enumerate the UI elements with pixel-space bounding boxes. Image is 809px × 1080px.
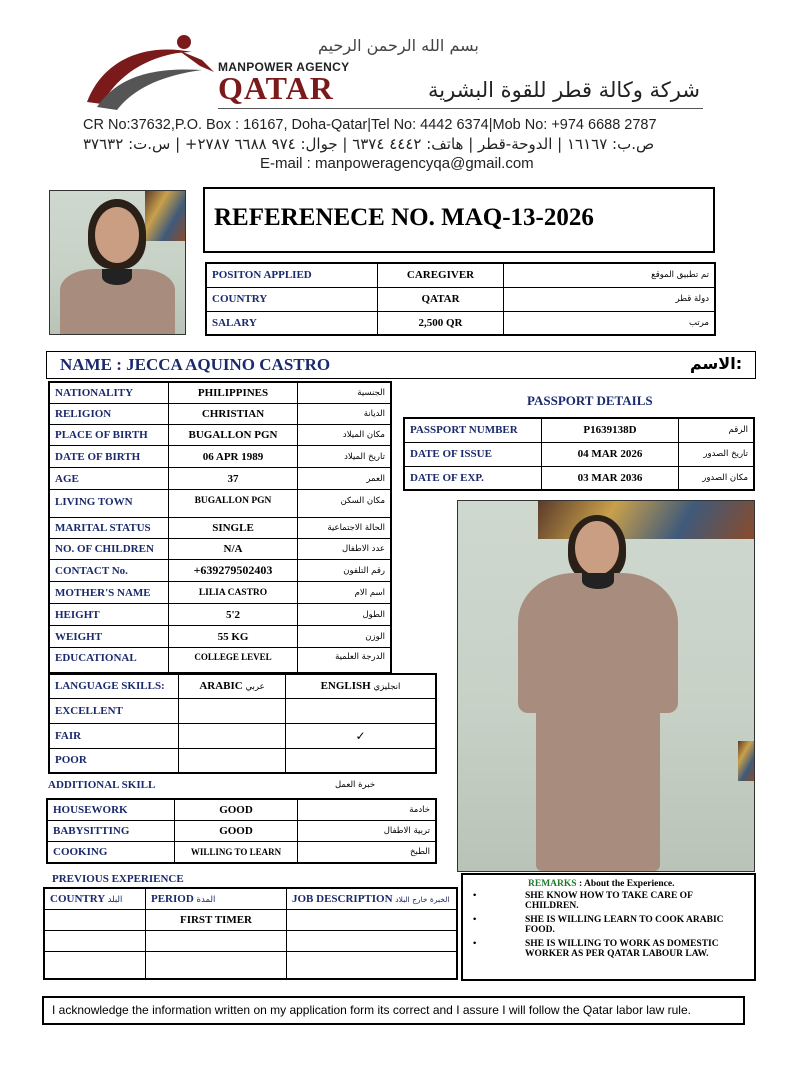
table-row	[49, 446, 391, 468]
cooking-label: COOKING	[47, 842, 175, 864]
email-line: E-mail : manpoweragencyqa@gmail.com	[260, 155, 534, 172]
country-value: QATAR	[378, 287, 504, 311]
excellent-arabic-mark	[179, 698, 286, 723]
date-of-birth-arabic: تاريخ الميلاد	[298, 446, 392, 468]
table-row	[44, 910, 457, 931]
list-item: • SHE IS WILLING TO WORK AS DOMESTIC WORKER AS PER QATAR LABOUR LAW.	[470, 939, 740, 959]
nationality-value: PHILIPPINES	[169, 382, 298, 404]
weight-arabic: الوزن	[298, 626, 392, 648]
mother-name-value: LILIA CASTRO	[169, 582, 298, 604]
language-skills-table	[48, 673, 437, 774]
weight-label: WEIGHT	[49, 626, 169, 648]
additional-skill-arabic: خبرة العمل	[335, 780, 376, 790]
fair-label: FAIR	[49, 723, 179, 748]
table-row	[47, 799, 436, 821]
table-row	[49, 604, 391, 626]
age-value: 37	[169, 468, 298, 490]
date-of-birth-value: 06 APR 1989	[169, 446, 298, 468]
table-row	[47, 842, 436, 864]
remarks-list	[470, 891, 740, 963]
fair-arabic-mark	[179, 723, 286, 748]
nationality-label: NATIONALITY	[49, 382, 169, 404]
living-town-value: BUGALLON PGN	[169, 490, 298, 518]
period-column-label: PERIOD	[151, 893, 194, 905]
height-label: HEIGHT	[49, 604, 169, 626]
table-row	[49, 518, 391, 539]
agency-name-small: MANPOWER AGENCY	[218, 60, 350, 74]
religion-arabic: الديانة	[298, 404, 392, 425]
education-value: COLLEGE LEVEL	[169, 648, 298, 674]
bismillah-text: بسم الله الرحمن الرحيم	[318, 36, 479, 55]
language-header-label: LANGUAGE SKILLS:	[49, 674, 179, 698]
issue-date-arabic: تاريخ الصدور	[679, 442, 755, 466]
table-row	[44, 888, 457, 910]
cooking-arabic: الطبخ	[298, 842, 437, 864]
applicant-name-arabic: الاسم:	[690, 354, 743, 373]
age-label: AGE	[49, 468, 169, 490]
country-column-arabic: البلد	[107, 895, 123, 905]
marital-status-label: MARITAL STATUS	[49, 518, 169, 539]
exp-job-cell	[287, 910, 458, 931]
housework-label: HOUSEWORK	[47, 799, 175, 821]
salary-value: 2,500 QR	[378, 311, 504, 335]
contact-value: +639279502403	[169, 560, 298, 582]
contact-label: CONTACT No.	[49, 560, 169, 582]
list-item: • SHE IS WILLING LEARN TO COOK ARABIC FOOD.	[470, 915, 740, 935]
header-divider	[218, 108, 703, 109]
country-column-label: COUNTRY	[50, 893, 105, 905]
issue-date-label: DATE OF ISSUE	[404, 442, 542, 466]
table-row	[206, 287, 715, 311]
passport-number-label: PASSPORT NUMBER	[404, 418, 542, 442]
exp-country-cell	[44, 910, 146, 931]
arabic-column-arabic: عربي	[245, 682, 265, 693]
english-column-label: ENGLISH	[320, 680, 371, 693]
applicant-photo-small	[49, 190, 186, 335]
country-arabic: دولة قطر	[504, 287, 716, 311]
applicant-photo-full	[457, 500, 755, 872]
table-row	[49, 582, 391, 604]
table-row	[206, 263, 715, 287]
babysitting-label: BABYSITTING	[47, 821, 175, 842]
nationality-arabic: الجنسية	[298, 382, 392, 404]
additional-skill-title: ADDITIONAL SKILL	[48, 779, 156, 791]
position-value: CAREGIVER	[378, 263, 504, 287]
living-town-label: LIVING TOWN	[49, 490, 169, 518]
previous-experience-table	[43, 887, 458, 980]
remarks-subtitle: : About the Experience.	[578, 879, 675, 889]
table-row	[49, 404, 391, 425]
height-value: 5'2	[169, 604, 298, 626]
table-row	[49, 648, 391, 674]
salary-label: SALARY	[206, 311, 378, 335]
arabic-column-label: ARABIC	[199, 680, 243, 693]
passport-title: PASSPORT DETAILS	[527, 393, 653, 408]
position-label: POSITON APPLIED	[206, 263, 378, 287]
table-row	[206, 311, 715, 335]
previous-experience-title: PREVIOUS EXPERIENCE	[52, 873, 184, 885]
weight-value: 55 KG	[169, 626, 298, 648]
first-timer-cell: FIRST TIMER	[146, 910, 287, 931]
table-row	[49, 539, 391, 560]
expiry-date-value: 03 MAR 2036	[542, 466, 679, 490]
checkmark-icon: ✓	[286, 723, 437, 748]
age-arabic: العمر	[298, 468, 392, 490]
babysitting-arabic: تربية الاطفال	[298, 821, 437, 842]
period-column-arabic: المدة	[196, 895, 216, 905]
remarks-label: REMARKS	[528, 879, 577, 889]
position-arabic: تم تطبيق الموقع	[504, 263, 716, 287]
salary-arabic: مرتب	[504, 311, 716, 335]
table-row	[49, 723, 436, 748]
passport-table	[403, 417, 755, 491]
reference-number: REFERENECE NO. MAQ-13-2026	[214, 204, 594, 231]
table-row	[47, 821, 436, 842]
table-row	[49, 748, 436, 773]
living-town-arabic: مكان السكن	[298, 490, 392, 518]
list-item: • SHE KNOW HOW TO TAKE CARE OF CHILDREN.	[470, 891, 740, 911]
expiry-date-label: DATE OF EXP.	[404, 466, 542, 490]
job-column-label: JOB DESCRIPTION	[292, 893, 393, 905]
table-row	[49, 425, 391, 446]
remarks-title	[528, 879, 674, 889]
table-row	[49, 626, 391, 648]
babysitting-value: GOOD	[175, 821, 298, 842]
acknowledgement-text: I acknowledge the information written on my application form its correct and I assure I will follow the Qatar labor law rule.	[52, 1003, 691, 1017]
english-column-arabic: انجليزي	[373, 682, 401, 693]
expiry-date-arabic: مكان الصدور	[679, 466, 755, 490]
housework-arabic: خادمة	[298, 799, 437, 821]
table-row	[49, 382, 391, 404]
excellent-label: EXCELLENT	[49, 698, 179, 723]
height-arabic: الطول	[298, 604, 392, 626]
table-row	[49, 490, 391, 518]
contact-arabic: رقم التلفون	[298, 560, 392, 582]
passport-number-value: P1639138D	[542, 418, 679, 442]
poor-label: POOR	[49, 748, 179, 773]
education-arabic: الدرجة العلمية	[298, 648, 392, 674]
poor-english-mark	[286, 748, 437, 773]
agency-name-arabic: شركة وكالة قطر للقوة البشرية	[427, 78, 700, 102]
table-row	[49, 674, 436, 698]
table-row	[49, 468, 391, 490]
mother-name-label: MOTHER'S NAME	[49, 582, 169, 604]
place-of-birth-label: PLACE OF BIRTH	[49, 425, 169, 446]
contact-line-english: CR No:37632,P.O. Box : 16167, Doha-Qatar|Tel No: 4442 6374|Mob No: +974 6688 2787	[83, 117, 657, 133]
table-row	[404, 466, 754, 490]
housework-value: GOOD	[175, 799, 298, 821]
personal-details-table	[48, 381, 392, 674]
table-row	[404, 418, 754, 442]
children-value: N/A	[169, 539, 298, 560]
position-table	[205, 262, 716, 336]
date-of-birth-label: DATE OF BIRTH	[49, 446, 169, 468]
country-label: COUNTRY	[206, 287, 378, 311]
table-row	[44, 931, 457, 952]
marital-status-arabic: الحالة الاجتماعية	[298, 518, 392, 539]
place-of-birth-arabic: مكان الميلاد	[298, 425, 392, 446]
children-label: NO. OF CHILDREN	[49, 539, 169, 560]
table-row	[44, 952, 457, 979]
mother-name-arabic: اسم الام	[298, 582, 392, 604]
agency-name-large: QATAR	[218, 70, 334, 106]
marital-status-value: SINGLE	[169, 518, 298, 539]
children-arabic: عدد الاطفال	[298, 539, 392, 560]
additional-skills-table	[46, 798, 437, 864]
table-row	[49, 698, 436, 723]
passport-number-arabic: الرقم	[679, 418, 755, 442]
excellent-english-mark	[286, 698, 437, 723]
issue-date-value: 04 MAR 2026	[542, 442, 679, 466]
religion-value: CHRISTIAN	[169, 404, 298, 425]
place-of-birth-value: BUGALLON PGN	[169, 425, 298, 446]
agency-logo-icon	[82, 32, 222, 112]
religion-label: RELIGION	[49, 404, 169, 425]
poor-arabic-mark	[179, 748, 286, 773]
contact-line-arabic: ص.ب: ١٦١٦٧ | الدوحة-قطر | هاتف: ٤٤٤٢ ٦٣٧٤ | جوال: ٩٧٤ ٦٦٨٨ ٢٧٨٧+ | س.ت: ٣٧٦٣٢	[83, 135, 655, 153]
table-row	[49, 560, 391, 582]
table-row	[404, 442, 754, 466]
education-label: EDUCATIONAL	[49, 648, 169, 674]
job-column-arabic: الخبرة خارج البلاد	[395, 895, 450, 904]
applicant-name: NAME : JECCA AQUINO CASTRO	[60, 355, 331, 374]
cooking-value: WILLING TO LEARN	[175, 842, 298, 864]
